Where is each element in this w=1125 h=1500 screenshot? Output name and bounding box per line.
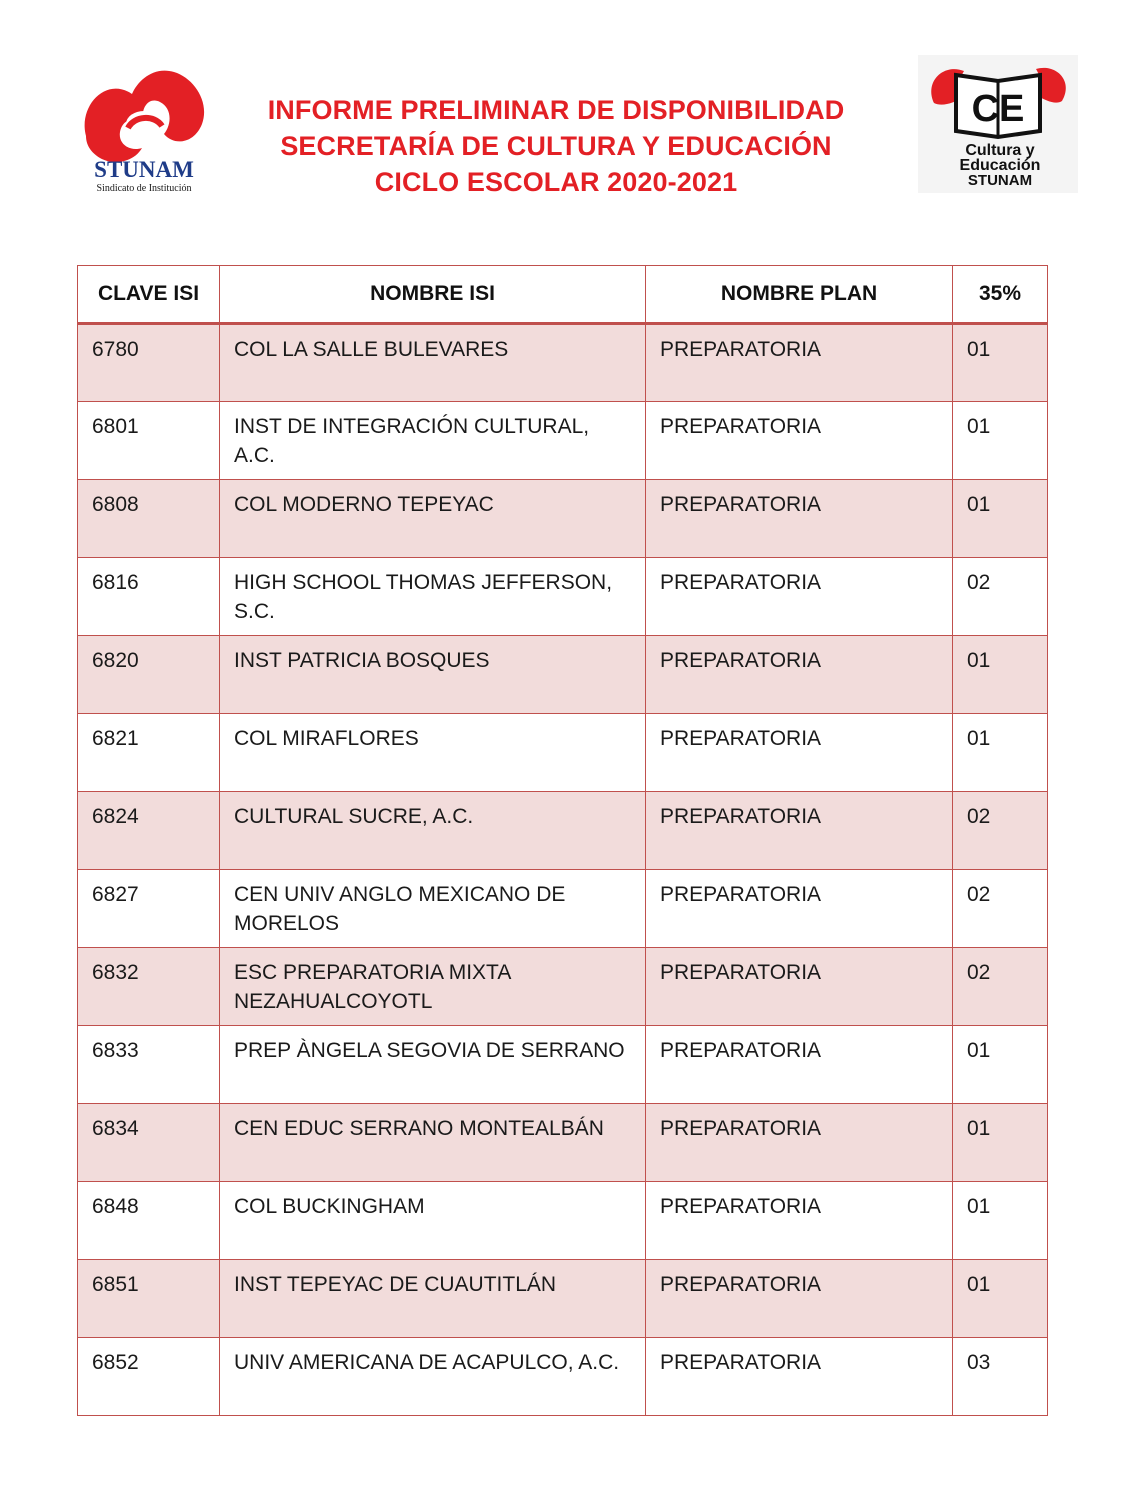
cell-pct: 01 xyxy=(953,324,1048,402)
cell-clave: 6833 xyxy=(78,1026,220,1104)
cell-pct: 01 xyxy=(953,1104,1048,1182)
cell-plan: PREPARATORIA xyxy=(646,558,953,636)
cell-pct: 01 xyxy=(953,1026,1048,1104)
cell-nombre: UNIV AMERICANA DE ACAPULCO, A.C. xyxy=(220,1338,646,1416)
table-row xyxy=(78,870,1048,948)
table-row xyxy=(78,1026,1048,1104)
cell-pct: 01 xyxy=(953,714,1048,792)
table-row xyxy=(78,558,1048,636)
col-header-35-percent: 35% xyxy=(953,266,1048,324)
cell-plan: PREPARATORIA xyxy=(646,792,953,870)
cell-plan: PREPARATORIA xyxy=(646,1260,953,1338)
table-row xyxy=(78,636,1048,714)
cell-pct: 02 xyxy=(953,792,1048,870)
cell-clave: 6816 xyxy=(78,558,220,636)
cell-clave: 6801 xyxy=(78,402,220,480)
cell-plan: PREPARATORIA xyxy=(646,1182,953,1260)
ce-line-3: STUNAM xyxy=(967,172,1033,189)
ce-line-2: Educación xyxy=(959,157,1041,174)
table-row xyxy=(78,1182,1048,1260)
cell-clave: 6827 xyxy=(78,870,220,948)
cell-nombre: CEN EDUC SERRANO MONTEALBÁN xyxy=(220,1104,646,1182)
cell-pct: 01 xyxy=(953,402,1048,480)
table-row xyxy=(78,948,1048,1026)
cell-clave: 6780 xyxy=(78,324,220,402)
cell-plan: PREPARATORIA xyxy=(646,402,953,480)
cell-nombre: CEN UNIV ANGLO MEXICANO DE MORELOS xyxy=(220,870,646,948)
ce-line-1: Cultura y xyxy=(965,142,1035,159)
cell-clave: 6808 xyxy=(78,480,220,558)
cell-pct: 01 xyxy=(953,480,1048,558)
cell-nombre: HIGH SCHOOL THOMAS JEFFERSON, S.C. xyxy=(220,558,646,636)
table-row xyxy=(78,714,1048,792)
cell-clave: 6832 xyxy=(78,948,220,1026)
title-line-1: INFORME PRELIMINAR DE DISPONIBILIDAD xyxy=(267,95,845,125)
cell-pct: 03 xyxy=(953,1338,1048,1416)
cell-nombre: PREP ÀNGELA SEGOVIA DE SERRANO xyxy=(220,1026,646,1104)
cell-plan: PREPARATORIA xyxy=(646,714,953,792)
cell-nombre: COL MIRAFLORES xyxy=(220,714,646,792)
cell-clave: 6821 xyxy=(78,714,220,792)
cell-pct: 01 xyxy=(953,636,1048,714)
title-line-2: SECRETARÍA DE CULTURA Y EDUCACIÓN xyxy=(280,131,832,161)
table-row xyxy=(78,480,1048,558)
cell-nombre: ESC PREPARATORIA MIXTA NEZAHUALCOYOTL xyxy=(220,948,646,1026)
cell-plan: PREPARATORIA xyxy=(646,1026,953,1104)
cell-nombre: COL MODERNO TEPEYAC xyxy=(220,480,646,558)
cell-plan: PREPARATORIA xyxy=(646,480,953,558)
table-row xyxy=(78,1338,1048,1416)
ce-mark: CE xyxy=(971,88,1025,130)
title-line-3: CICLO ESCOLAR 2020-2021 xyxy=(374,167,738,197)
availability-table xyxy=(77,265,1048,1416)
cell-plan: PREPARATORIA xyxy=(646,636,953,714)
stunam-logo-icon xyxy=(76,66,212,198)
cell-pct: 01 xyxy=(953,1182,1048,1260)
col-header-clave-isi: CLAVE ISI xyxy=(78,266,220,324)
table-row xyxy=(78,324,1048,402)
cell-plan: PREPARATORIA xyxy=(646,870,953,948)
table-header-row xyxy=(78,266,1048,324)
cell-nombre: INST TEPEYAC DE CUAUTITLÁN xyxy=(220,1260,646,1338)
cell-pct: 02 xyxy=(953,948,1048,1026)
table-row xyxy=(78,1260,1048,1338)
cell-plan: PREPARATORIA xyxy=(646,324,953,402)
page-title xyxy=(200,92,912,200)
stunam-logo-text: STUNAM xyxy=(94,157,194,182)
cell-clave: 6848 xyxy=(78,1182,220,1260)
stunam-logo-subtext: Sindicato de Institución xyxy=(96,183,192,194)
cell-clave: 6834 xyxy=(78,1104,220,1182)
cell-nombre: CULTURAL SUCRE, A.C. xyxy=(220,792,646,870)
cell-pct: 02 xyxy=(953,558,1048,636)
cell-clave: 6852 xyxy=(78,1338,220,1416)
cell-plan: PREPARATORIA xyxy=(646,1338,953,1416)
cell-plan: PREPARATORIA xyxy=(646,948,953,1026)
cell-clave: 6820 xyxy=(78,636,220,714)
cultura-educacion-logo-icon xyxy=(918,55,1078,193)
cell-nombre: INST DE INTEGRACIÓN CULTURAL, A.C. xyxy=(220,402,646,480)
col-header-nombre-plan: NOMBRE PLAN xyxy=(646,266,953,324)
table-row xyxy=(78,1104,1048,1182)
col-header-nombre-isi: NOMBRE ISI xyxy=(220,266,646,324)
table-row xyxy=(78,402,1048,480)
cell-clave: 6824 xyxy=(78,792,220,870)
cell-clave: 6851 xyxy=(78,1260,220,1338)
cell-nombre: COL BUCKINGHAM xyxy=(220,1182,646,1260)
cell-nombre: INST PATRICIA BOSQUES xyxy=(220,636,646,714)
cell-nombre: COL LA SALLE BULEVARES xyxy=(220,324,646,402)
cell-plan: PREPARATORIA xyxy=(646,1104,953,1182)
cell-pct: 02 xyxy=(953,870,1048,948)
cell-pct: 01 xyxy=(953,1260,1048,1338)
table-row xyxy=(78,792,1048,870)
